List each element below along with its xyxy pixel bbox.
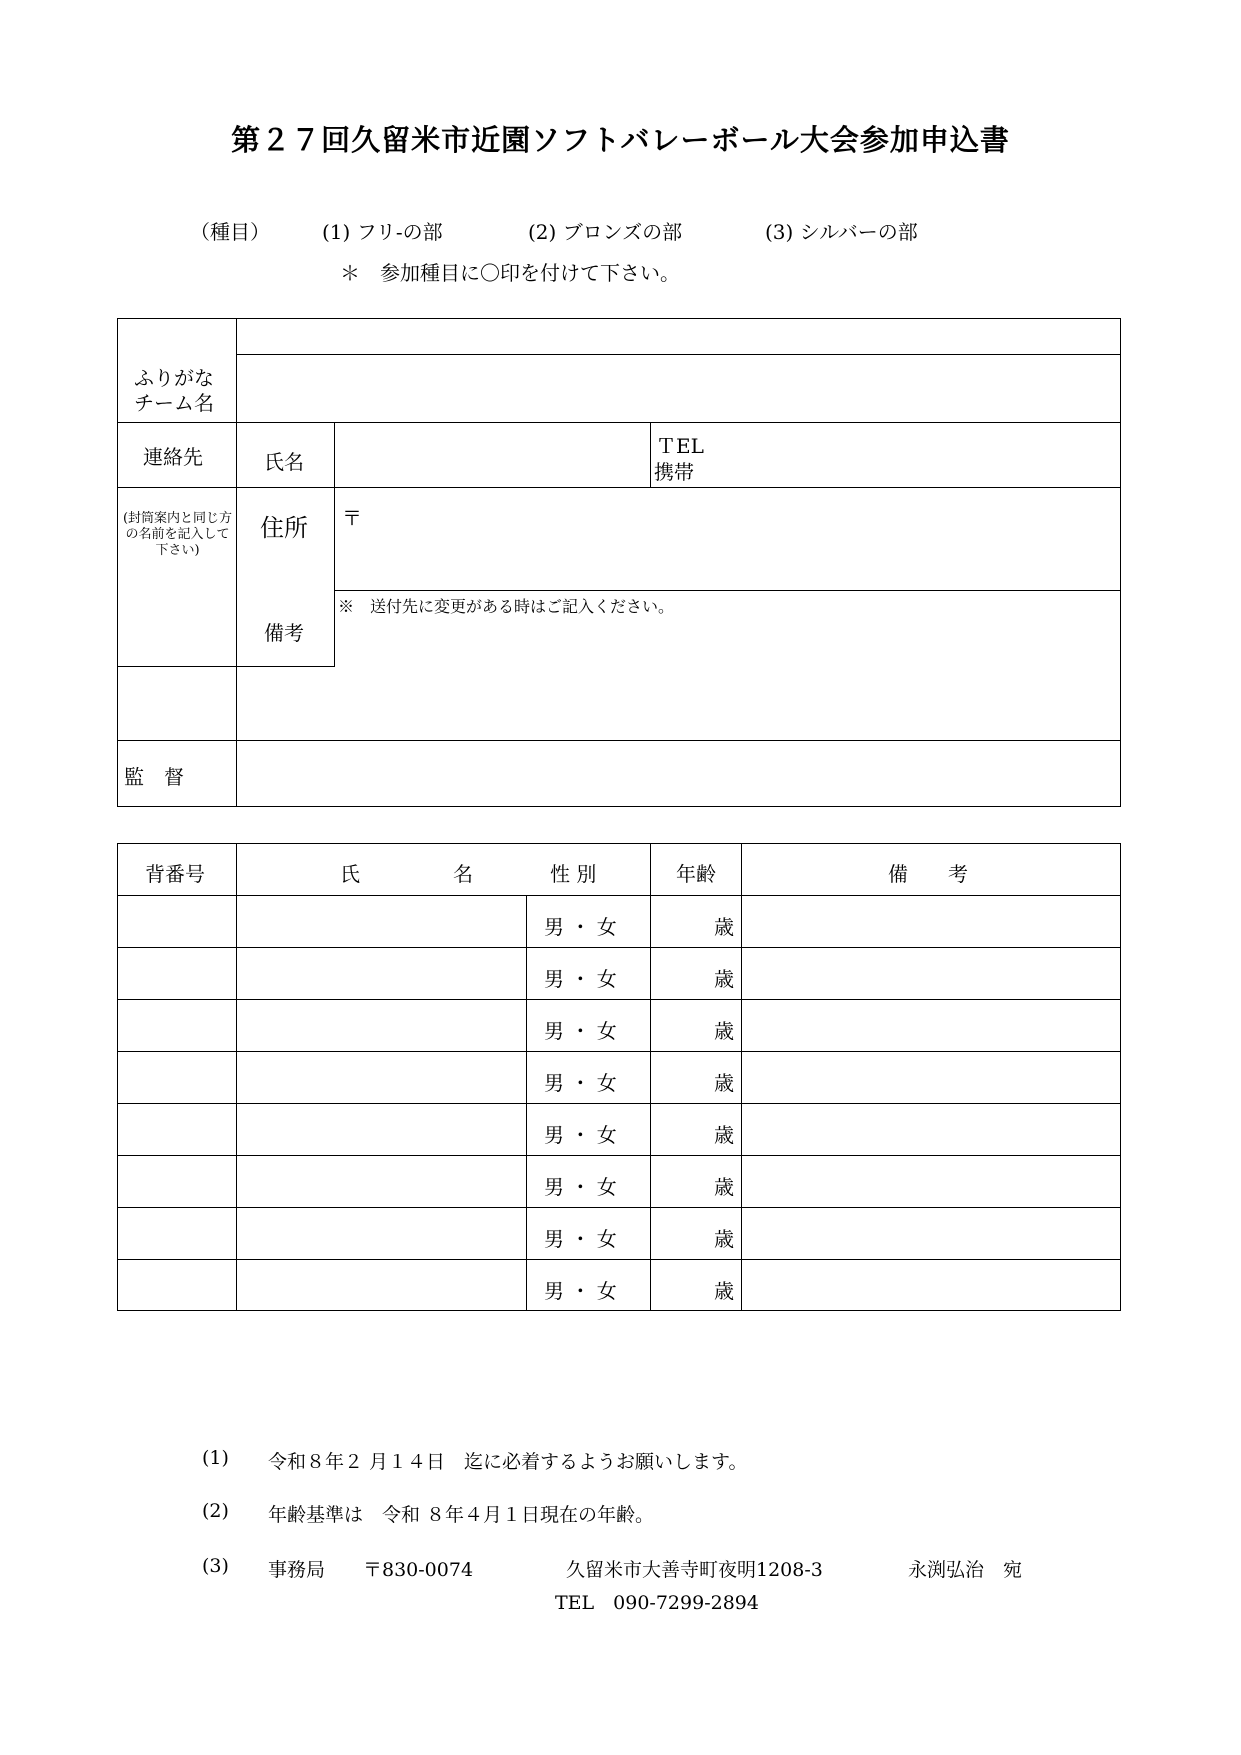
gender-choice[interactable]: 男 ・ 女 bbox=[544, 1175, 617, 1199]
footer-tel: TEL 090-7299-2894 bbox=[555, 1592, 759, 1614]
coach-field[interactable] bbox=[238, 742, 1118, 805]
page-title: 第２７回久留米市近園ソフトバレーボール大会参加申込書 bbox=[231, 123, 1010, 157]
category-option-bronze[interactable]: (2) ブロンズの部 bbox=[528, 220, 683, 244]
footer-item-2-text: 年齢基準は 令和 ８年４月１日現在の年齢。 bbox=[268, 1504, 655, 1526]
contact-note: (封筒案内と同じ方の名前を記入して下さい) bbox=[122, 511, 233, 558]
address-field[interactable] bbox=[370, 490, 1118, 588]
category-note: ＊ 参加種目に〇印を付けて下さい。 bbox=[340, 261, 680, 285]
footer-item-2-num: (2) bbox=[202, 1500, 229, 1522]
category-label: （種目） bbox=[190, 220, 270, 244]
footer-address: 久留米市大善寺町夜明1208-3 bbox=[566, 1559, 823, 1581]
footer-recipient: 永渕弘治 宛 bbox=[908, 1559, 1023, 1581]
age-unit: 歳 bbox=[714, 1227, 734, 1251]
postal-mark: 〒 bbox=[342, 506, 362, 530]
age-unit: 歳 bbox=[714, 1279, 734, 1303]
header-age: 年齢 bbox=[676, 862, 716, 886]
remarks-field[interactable] bbox=[238, 620, 1118, 738]
header-number: 背番号 bbox=[145, 862, 205, 886]
gender-choice[interactable]: 男 ・ 女 bbox=[544, 1227, 617, 1251]
age-unit: 歳 bbox=[714, 1175, 734, 1199]
age-unit: 歳 bbox=[714, 1123, 734, 1147]
furigana-field[interactable] bbox=[238, 320, 1118, 352]
coach-label: 監 督 bbox=[124, 765, 184, 789]
age-unit: 歳 bbox=[714, 967, 734, 991]
team-name-field[interactable] bbox=[238, 356, 1118, 420]
header-name-left: 氏 bbox=[340, 862, 360, 886]
category-option-silver[interactable]: (3) シルバーの部 bbox=[765, 220, 918, 244]
footer-item-3-num: (3) bbox=[202, 1555, 229, 1577]
furigana-label: ふりがな bbox=[134, 366, 214, 390]
contact-name-label: 氏名 bbox=[264, 450, 304, 474]
header-name-right: 名 bbox=[453, 862, 473, 886]
team-name-label: チーム名 bbox=[134, 391, 214, 415]
contact-name-field[interactable] bbox=[336, 424, 648, 485]
roster-table-border bbox=[117, 843, 1121, 1311]
gender-choice[interactable]: 男 ・ 女 bbox=[544, 1123, 617, 1147]
tel-field[interactable] bbox=[720, 424, 1118, 485]
remarks-note: ※ 送付先に変更がある時はご記入ください。 bbox=[338, 597, 675, 616]
address-label: 住所 bbox=[260, 514, 308, 542]
age-unit: 歳 bbox=[714, 1019, 734, 1043]
tel-label: ＴEL bbox=[656, 434, 704, 458]
gender-choice[interactable]: 男 ・ 女 bbox=[544, 1019, 617, 1043]
gender-choice[interactable]: 男 ・ 女 bbox=[544, 967, 617, 991]
footer-item-1-num: (1) bbox=[202, 1447, 229, 1469]
gender-choice[interactable]: 男 ・ 女 bbox=[544, 1279, 617, 1303]
mobile-label: 携帯 bbox=[654, 460, 694, 484]
age-unit: 歳 bbox=[714, 915, 734, 939]
remarks-label: 備考 bbox=[264, 621, 304, 645]
header-gender: 性 別 bbox=[550, 862, 597, 886]
gender-choice[interactable]: 男 ・ 女 bbox=[544, 915, 617, 939]
footer-item-3-text: 事務局 〒830-0074 bbox=[268, 1559, 474, 1581]
age-unit: 歳 bbox=[714, 1071, 734, 1095]
gender-choice[interactable]: 男 ・ 女 bbox=[544, 1071, 617, 1095]
footer-item-1-text: 令和８年２ 月１４日 迄に必着するようお願いします。 bbox=[268, 1451, 748, 1473]
category-option-free[interactable]: (1) フリ-の部 bbox=[322, 220, 443, 244]
contact-label: 連絡先 bbox=[143, 445, 203, 469]
header-remarks: 備 考 bbox=[888, 862, 968, 886]
